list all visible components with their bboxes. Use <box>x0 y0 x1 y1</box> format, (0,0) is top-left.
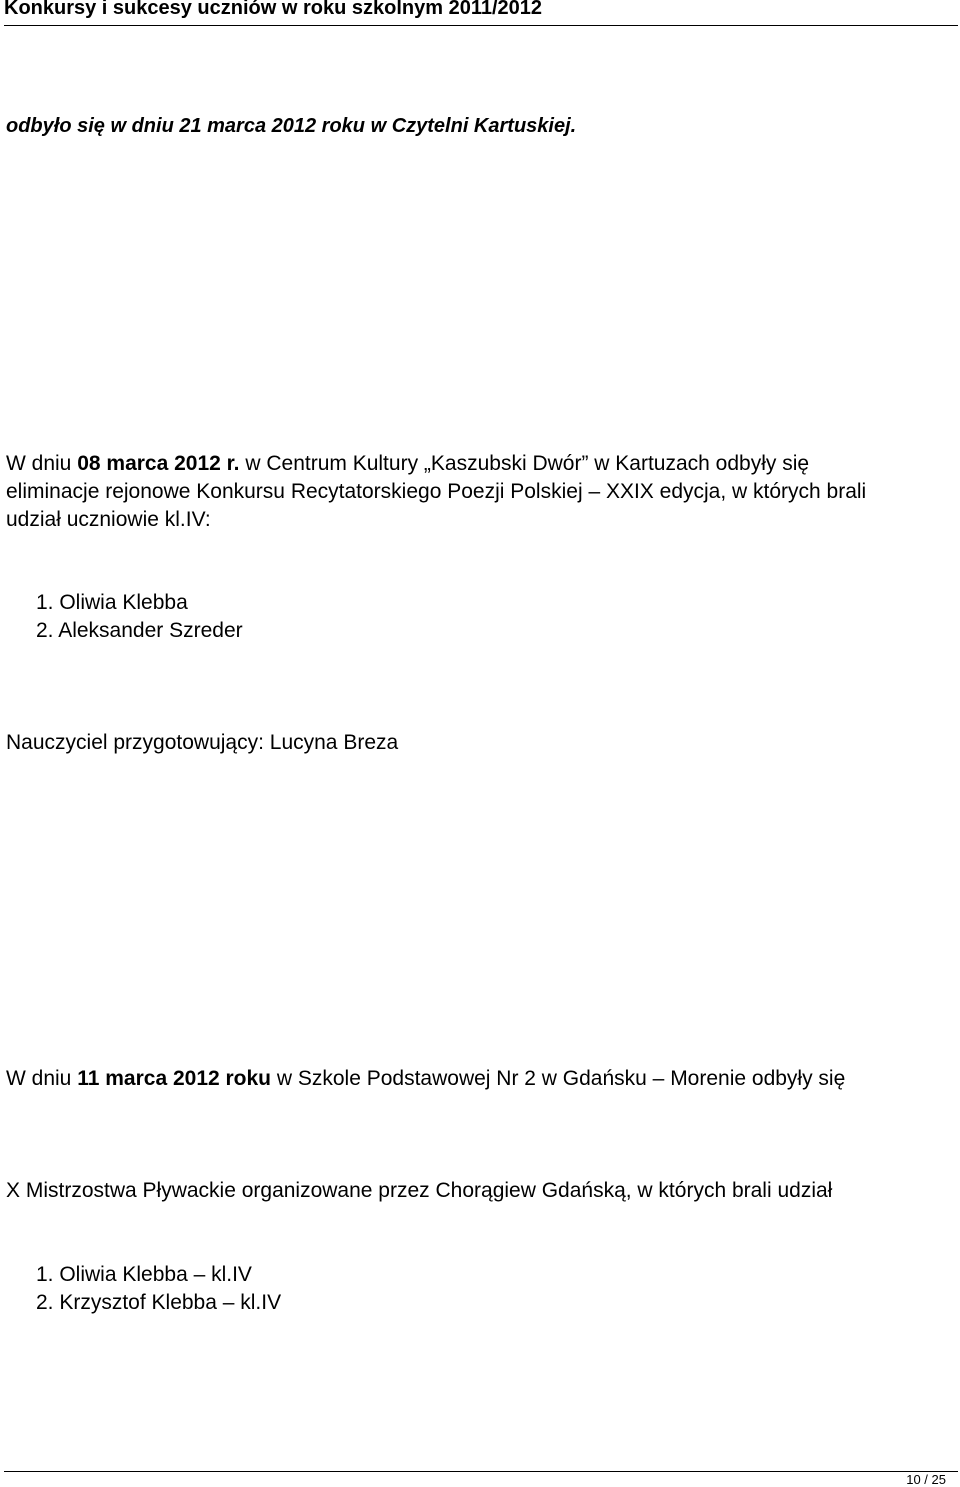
section2-line1-rest: w Szkole Podstawowej Nr 2 w Gdańsku – Morenie odbyły się <box>271 1067 846 1090</box>
footer-divider <box>4 1471 958 1472</box>
section2-line1 <box>6 1065 845 1093</box>
section1-line1 <box>6 450 809 478</box>
section2-line2: X Mistrzostwa Pływackie organizowane przez Chorągiew Gdańską, w których brali udział <box>6 1179 833 1202</box>
section1-teacher: Nauczyciel przygotowujący: Lucyna Breza <box>6 731 399 754</box>
section1-line2: eliminacje rejonowe Konkursu Recytatorskiego Poezji Polskiej – XXIX edycja, w których brali <box>6 480 867 503</box>
section1-date: 08 marca 2012 r. <box>77 452 240 475</box>
section2-participant: 2. Krzysztof Klebba – kl.IV <box>36 1291 282 1314</box>
page-header-title: Konkursy i sukcesy uczniów w roku szkolnym 2011/2012 <box>4 0 543 19</box>
section1-participant: 1. Oliwia Klebba <box>36 591 188 614</box>
section1-participant: 2. Aleksander Szreder <box>36 619 243 642</box>
section1-line3: udział uczniowie kl.IV: <box>6 508 211 531</box>
section1-lead: W dniu <box>6 452 78 475</box>
section2-participant: 1. Oliwia Klebba – kl.IV <box>36 1263 252 1286</box>
header-divider <box>4 25 958 26</box>
section2-lead: W dniu <box>6 1067 78 1090</box>
section2-date: 11 marca 2012 roku <box>77 1067 272 1090</box>
section1-line1-rest: w Centrum Kultury „Kaszubski Dwór” w Kartuzach odbyły się <box>239 452 810 475</box>
page-number: 10 / 25 <box>906 1472 946 1487</box>
intro-paragraph: odbyło się w dniu 21 marca 2012 roku w Czytelni Kartuskiej. <box>6 115 577 137</box>
